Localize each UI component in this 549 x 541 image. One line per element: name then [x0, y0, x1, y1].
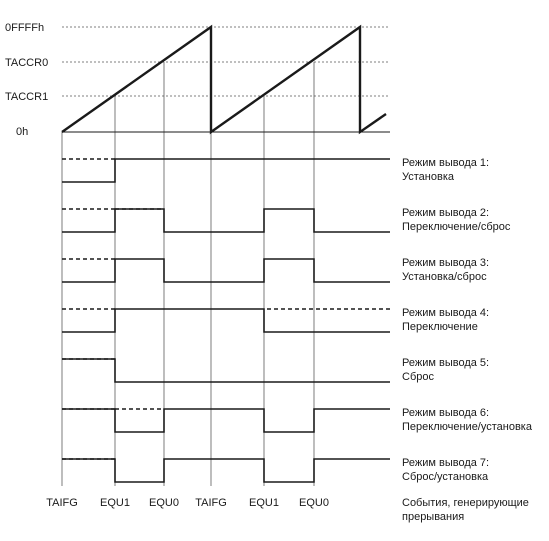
event-labels — [46, 497, 329, 509]
output-mode-4 — [62, 307, 489, 333]
mode-6-waveform — [62, 409, 390, 432]
mode-1-title: Режим вывода 1: — [402, 157, 490, 169]
event-label-taifg-1: TAIFG — [46, 497, 78, 509]
axis-label-0ffffh: 0FFFFh — [5, 22, 45, 34]
output-mode-1 — [62, 157, 489, 183]
mode-3-waveform — [62, 259, 390, 282]
output-mode-7 — [62, 457, 489, 483]
counter-sawtooth — [62, 27, 386, 132]
output-mode-3 — [62, 257, 489, 283]
mode-3-title: Режим вывода 3: — [402, 257, 490, 269]
mode-4-description: Переключение — [402, 321, 478, 333]
mode-5-waveform — [62, 359, 390, 382]
mode-7-description: Сброс/установка — [402, 471, 489, 483]
event-label-equ0-1: EQU0 — [149, 497, 179, 509]
mode-1-waveform — [62, 159, 390, 182]
mode-4-waveform — [62, 309, 390, 332]
mode-6-description: Переключение/установка — [402, 421, 532, 433]
events-legend-line2: прерывания — [402, 511, 465, 523]
axis-label-taccr0: TACCR0 — [5, 57, 49, 69]
mode-2-waveform — [62, 209, 390, 232]
mode-5-title: Режим вывода 5: — [402, 357, 490, 369]
axis-label-0h: 0h — [16, 126, 29, 138]
output-mode-6 — [62, 407, 533, 433]
events-legend-line1: События, генерирующие — [402, 497, 529, 509]
mode-4-title: Режим вывода 4: — [402, 307, 490, 319]
output-mode-2 — [62, 207, 511, 233]
event-label-equ1-1: EQU1 — [100, 497, 130, 509]
mode-2-description: Переключение/сброс — [402, 221, 511, 233]
mode-5-description: Сброс — [402, 371, 434, 383]
mode-7-title: Режим вывода 7: — [402, 457, 490, 469]
event-label-equ1-2: EQU1 — [249, 497, 279, 509]
axis-label-taccr1: TACCR1 — [5, 91, 49, 103]
output-mode-5 — [62, 357, 489, 383]
output-modes — [62, 157, 533, 483]
mode-2-title: Режим вывода 2: — [402, 207, 490, 219]
mode-1-description: Установка — [402, 171, 454, 183]
mode-6-title: Режим вывода 6: — [402, 407, 490, 419]
reference-lines — [62, 27, 390, 96]
event-label-equ0-2: EQU0 — [299, 497, 329, 509]
mode-3-description: Установка/сброс — [402, 271, 487, 283]
event-label-taifg-2: TAIFG — [195, 497, 227, 509]
mode-7-waveform — [62, 459, 390, 482]
